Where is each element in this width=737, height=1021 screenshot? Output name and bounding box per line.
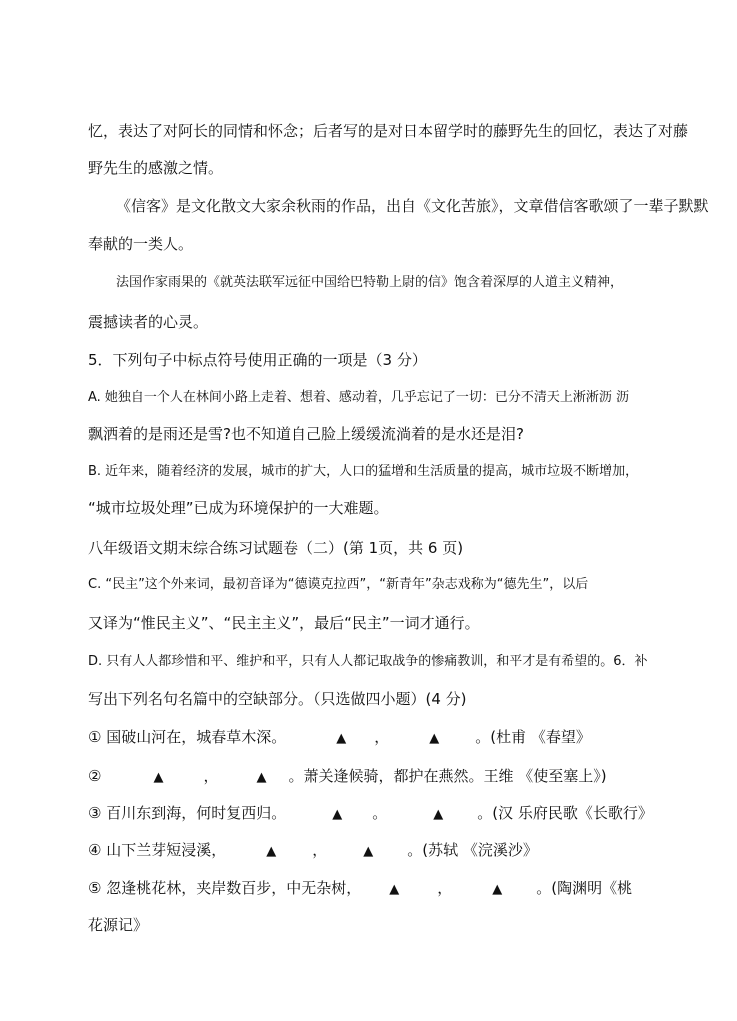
fill-item-3 bbox=[88, 803, 653, 825]
blank-marker: ▲ bbox=[336, 731, 347, 746]
separator: ， bbox=[312, 841, 328, 859]
fill-item-text: ③ 百川东到海，何时复西归。 bbox=[88, 804, 287, 822]
blank-marker: ▲ bbox=[429, 731, 440, 746]
source-text: 。(汉 乐府民歌《长歌行》 bbox=[477, 804, 653, 822]
blank-marker: ▲ bbox=[256, 770, 267, 785]
blank-marker: ▲ bbox=[266, 844, 277, 859]
blank-marker: ▲ bbox=[492, 882, 503, 897]
blank-marker: ▲ bbox=[433, 807, 444, 822]
fill-item-2 bbox=[88, 766, 607, 788]
option-b-line1: B. 近年来，随着经济的发展，城市的扩大，人口的猛增和生活质量的提高，城市垃圾不断增加， bbox=[88, 464, 639, 479]
blank-marker: ▲ bbox=[332, 807, 343, 822]
question-5-stem: 5．下列句子中标点符号使用正确的一项是（3 分） bbox=[88, 351, 427, 369]
source-text: 。(苏轼 《浣溪沙》 bbox=[407, 841, 538, 859]
separator: ， bbox=[203, 767, 219, 785]
para2-line1: 《信客》是文化散文大家余秋雨的作品，出自《文化苦旅》，文章借信客歌颂了一辈子默默 bbox=[116, 197, 709, 215]
option-c-line2: 又译为“惟民主义”、“民主主义”，最后“民主”一词才通行。 bbox=[88, 614, 480, 632]
option-a-line2: 飘洒着的是雨还是雪?也不知道自己脸上缓缓流淌着的是水还是泪? bbox=[88, 425, 524, 443]
para1-line1: 忆，表达了对阿长的同情和怀念；后者写的是对日本留学时的藤野先生的回忆，表达了对藤 bbox=[88, 122, 689, 140]
fill-item-4 bbox=[88, 840, 538, 862]
source-text: 。(陶渊明《桃 bbox=[536, 879, 633, 897]
fill-item-text: ④ 山下兰芽短浸溪， bbox=[88, 841, 227, 859]
option-a-line1: A. 她独自一个人在林间小路上走着、想着、感动着，几乎忘记了一切：已分不清天上淅淅沥 沥 bbox=[88, 390, 630, 405]
para3-line2: 震撼读者的心灵。 bbox=[88, 313, 209, 331]
option-c-line1: C. “民主”这个外来词，最初音译为“德谟克拉西”，“新青年”杂志戏称为“德先生”，以后 bbox=[88, 577, 589, 592]
blank-marker: ▲ bbox=[363, 844, 374, 859]
para1-line2: 野先生的感激之情。 bbox=[88, 159, 224, 177]
blank-marker: ▲ bbox=[389, 882, 400, 897]
option-b-line2: “城市垃圾处理”已成为环境保护的一大难题。 bbox=[88, 499, 389, 517]
fill-item-text: ① 国破山河在，城春草木深。 bbox=[88, 728, 287, 746]
fill-item-text: ⑤ 忽逢桃花林，夹岸数百步，中无杂树， bbox=[88, 879, 362, 897]
source-text: 。(杜甫 《春望》 bbox=[475, 728, 591, 746]
blank-marker: ▲ bbox=[153, 770, 164, 785]
separator: 。 bbox=[372, 804, 388, 822]
separator: ， bbox=[437, 879, 453, 897]
fill-item-1 bbox=[88, 727, 591, 749]
fill-item-5-line2: 花源记》 bbox=[88, 916, 149, 934]
option-d-line2: 写出下列名句名篇中的空缺部分。（只选做四小题）(4 分) bbox=[88, 690, 467, 708]
para2-line2: 奉献的一类人。 bbox=[88, 235, 194, 253]
separator: ， bbox=[374, 728, 390, 746]
source-text: 。萧关逢候骑，都护在燕然。王维 《使至塞上》) bbox=[288, 767, 607, 785]
page-footer: 八年级语文期末综合练习试题卷（二）(第 1页，共 6 页) bbox=[88, 539, 464, 557]
option-d-line1: D. 只有人人都珍惜和平、维护和平，只有人人都记取战争的惨痛教训，和平才是有希望的。6．补 bbox=[88, 654, 648, 669]
fill-item-text: ② bbox=[88, 767, 102, 785]
fill-item-5 bbox=[88, 878, 632, 900]
para3-line1: 法国作家雨果的《就英法联军远征中国给巴特勒上尉的信》饱含着深厚的人道主义精神， bbox=[116, 275, 624, 290]
